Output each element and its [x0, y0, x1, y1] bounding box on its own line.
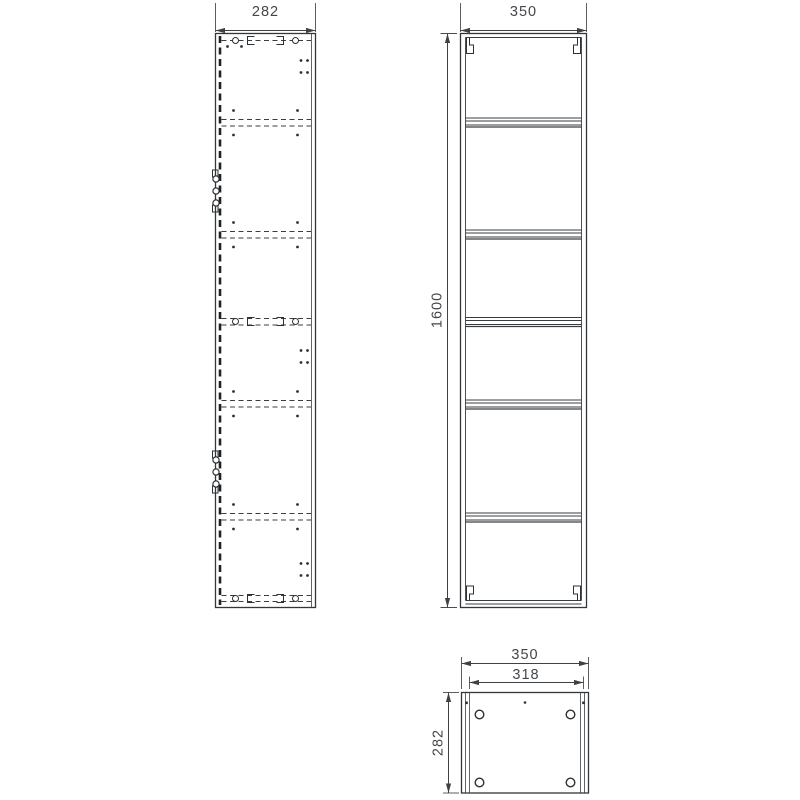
shelf — [466, 230, 582, 239]
arrow-up-icon — [445, 34, 450, 44]
arrow-left-icon — [462, 661, 472, 666]
drill-holes — [226, 45, 299, 530]
center-drill-hole — [524, 701, 527, 704]
arrow-left-icon — [461, 28, 471, 33]
wall-bracket-icon — [574, 586, 581, 601]
hinge-icon — [213, 170, 220, 212]
arrow-down-icon — [446, 784, 451, 794]
dim-label-front-width: 350 — [509, 4, 538, 20]
cam-lock-icon — [233, 319, 239, 325]
wall-bracket-icon — [574, 38, 581, 54]
arrow-right-icon — [579, 661, 589, 666]
top-panel-hidden-line — [222, 37, 312, 45]
dimension-front-width — [461, 3, 587, 33]
cam-lock-icon — [293, 596, 299, 602]
dimension-bottom-depth — [431, 693, 460, 794]
dim-label-front-height: 1600 — [429, 291, 446, 329]
dim-label-bottom-inner-width: 318 — [512, 667, 540, 683]
dimension-bottom-inner-width — [470, 667, 584, 689]
arrow-right-icon — [577, 28, 587, 33]
dim-label-side-width: 282 — [251, 4, 280, 20]
shelf — [466, 400, 582, 409]
cam-lock-icon — [293, 319, 299, 325]
bottom-view — [462, 693, 589, 794]
arrow-left-icon — [470, 680, 480, 685]
cam-lock-icon — [293, 38, 299, 44]
wall-bracket-icon — [467, 586, 474, 601]
dimension-front-height — [430, 34, 458, 608]
fixed-shelf-hidden-line — [222, 318, 312, 326]
shelf — [466, 318, 582, 327]
corner-mark — [465, 702, 468, 705]
arrow-right-icon — [306, 28, 316, 33]
bottom-panel-hidden-line — [222, 595, 312, 603]
hinge-icon — [213, 451, 220, 493]
cam-lock-icon — [233, 596, 239, 602]
shelf — [466, 513, 582, 522]
front-view — [461, 34, 587, 608]
arrow-right-icon — [574, 680, 584, 685]
arrow-down-icon — [445, 598, 450, 608]
shelf — [466, 118, 582, 127]
arrow-up-icon — [446, 693, 451, 703]
dim-label-bottom-outer-width: 350 — [511, 647, 539, 663]
dimension-side-width — [216, 3, 316, 33]
wall-bracket-icon — [467, 38, 474, 54]
dim-label-bottom-depth: 282 — [430, 728, 447, 757]
mounting-holes — [475, 710, 575, 787]
side-view — [213, 34, 316, 608]
cam-lock-icon — [233, 38, 239, 44]
corner-mark — [582, 702, 585, 705]
arrow-left-icon — [216, 28, 226, 33]
